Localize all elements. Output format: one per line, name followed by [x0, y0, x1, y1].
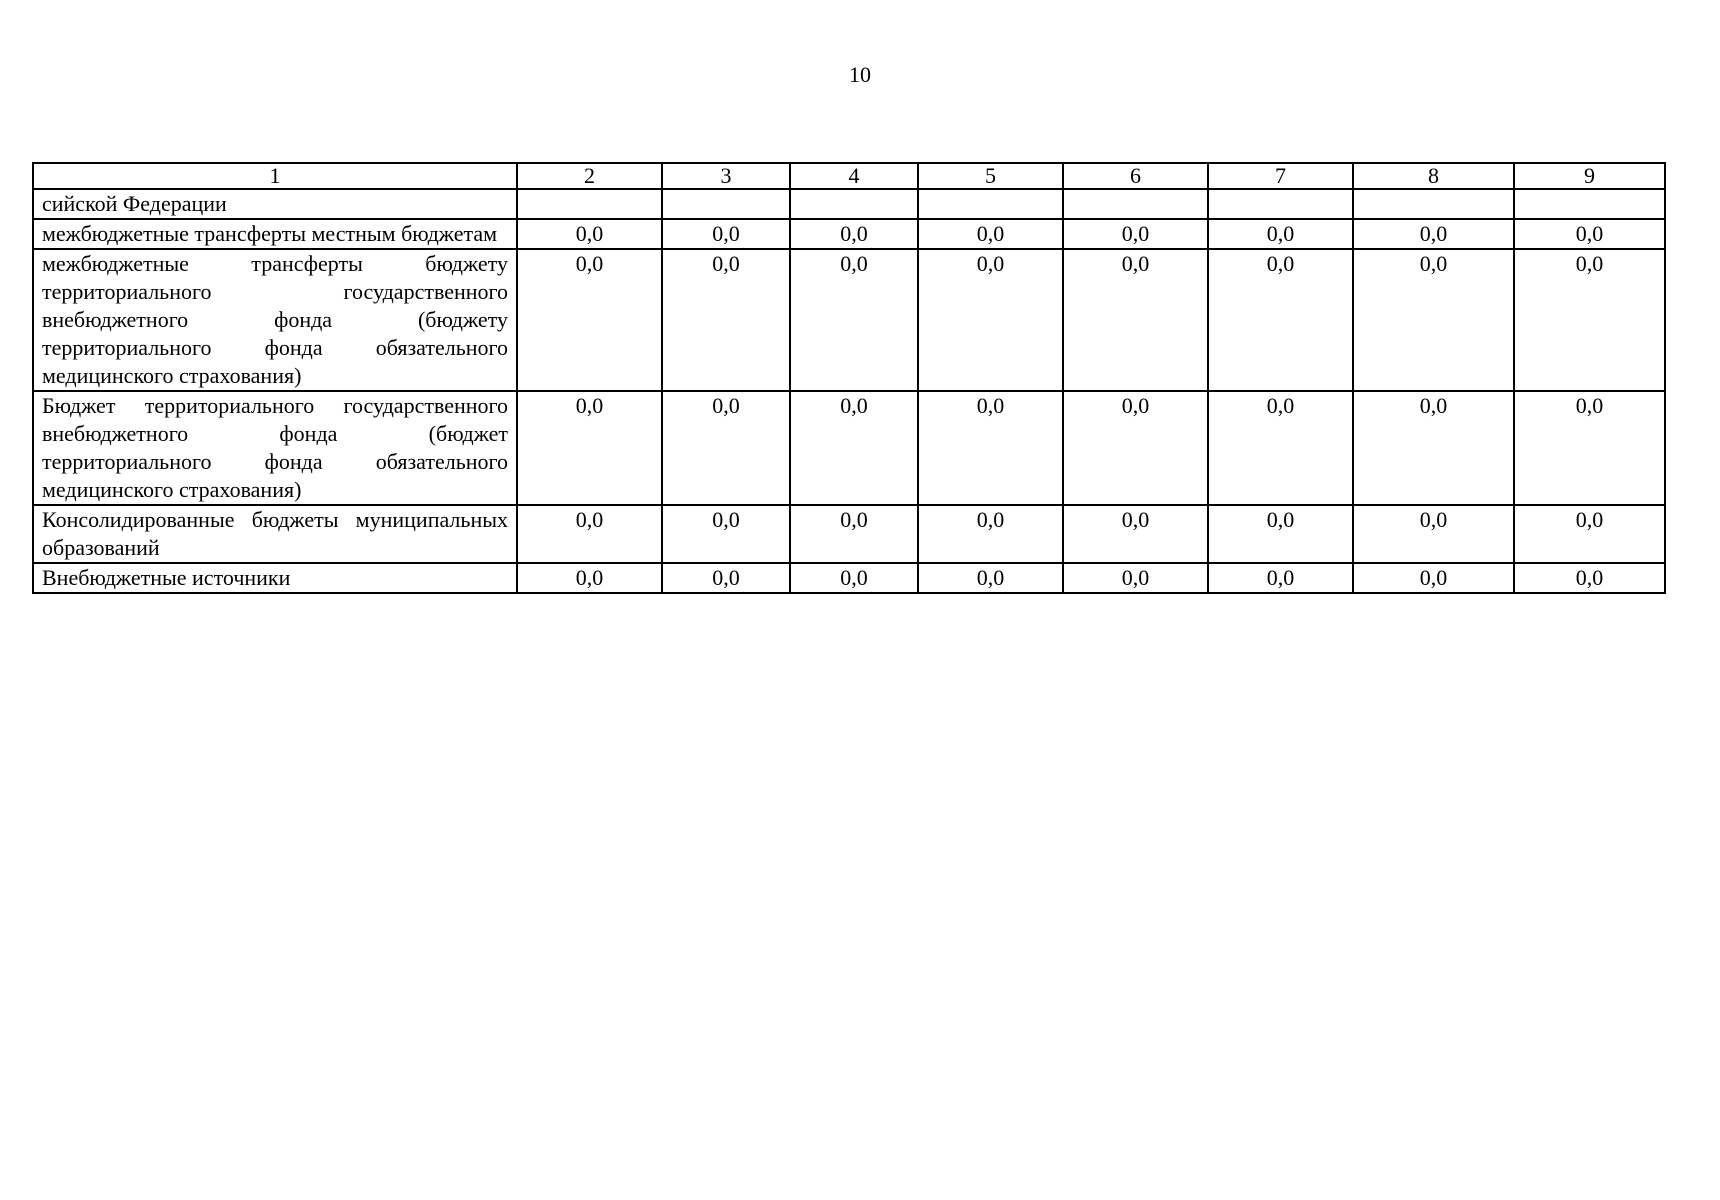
- table-cell: 0,0: [790, 505, 918, 563]
- table-row: [33, 189, 1665, 219]
- table-cell: 0,0: [790, 563, 918, 593]
- table-cell: 0,0: [662, 219, 790, 249]
- row-label: межбюджетные трансферты бюджету территориального государственного внебюджетного фонда (бюджету территориального фонда обязательного медицинского страхования): [33, 249, 517, 391]
- table-cell: [790, 189, 918, 219]
- table-row: [33, 563, 1665, 593]
- table-cell: 0,0: [517, 391, 662, 505]
- table-cell: 0,0: [1063, 391, 1208, 505]
- column-header: 4: [790, 163, 918, 189]
- row-label: Консолидированные бюджеты муниципальных образований: [33, 505, 517, 563]
- table-cell: 0,0: [1208, 563, 1353, 593]
- budget-table: [32, 162, 1666, 594]
- table-cell: 0,0: [918, 563, 1063, 593]
- column-header: 1: [33, 163, 517, 189]
- column-header: 2: [517, 163, 662, 189]
- column-header: 6: [1063, 163, 1208, 189]
- page-number: 10: [849, 62, 871, 87]
- table-header-row: [33, 163, 1665, 189]
- table-cell: 0,0: [918, 219, 1063, 249]
- table-cell: 0,0: [1063, 249, 1208, 391]
- table-cell: 0,0: [918, 505, 1063, 563]
- table-cell: 0,0: [1208, 505, 1353, 563]
- table-cell: 0,0: [1353, 219, 1514, 249]
- table-cell: 0,0: [1208, 391, 1353, 505]
- table-cell: 0,0: [1208, 219, 1353, 249]
- table-cell: 0,0: [1353, 391, 1514, 505]
- column-header: 5: [918, 163, 1063, 189]
- row-label: Бюджет территориального государственного внебюджетного фонда (бюджет территориального фонда обязательного медицинского страхования): [33, 391, 517, 505]
- column-header: 9: [1514, 163, 1665, 189]
- table-row: [33, 505, 1665, 563]
- table-cell: 0,0: [790, 249, 918, 391]
- table-cell: 0,0: [1353, 249, 1514, 391]
- table-cell: 0,0: [1353, 505, 1514, 563]
- table-cell: [1063, 189, 1208, 219]
- table-cell: [517, 189, 662, 219]
- row-label: сийской Федерации: [33, 189, 517, 219]
- table-cell: 0,0: [517, 249, 662, 391]
- table-cell: 0,0: [662, 505, 790, 563]
- table-cell: [1353, 189, 1514, 219]
- table-cell: 0,0: [517, 505, 662, 563]
- table-cell: 0,0: [1063, 505, 1208, 563]
- table-cell: 0,0: [1514, 219, 1665, 249]
- column-header: 3: [662, 163, 790, 189]
- table-cell: 0,0: [1353, 563, 1514, 593]
- table-cell: 0,0: [1063, 563, 1208, 593]
- table-cell: 0,0: [790, 391, 918, 505]
- row-label: межбюджетные трансферты местным бюджетам: [33, 219, 517, 249]
- table-cell: 0,0: [1514, 505, 1665, 563]
- table-row: [33, 249, 1665, 391]
- table-cell: 0,0: [1208, 249, 1353, 391]
- table-cell: 0,0: [662, 391, 790, 505]
- table-cell: [1514, 189, 1665, 219]
- column-header: 7: [1208, 163, 1353, 189]
- table-cell: 0,0: [1514, 391, 1665, 505]
- table-cell: [662, 189, 790, 219]
- table-cell: 0,0: [1063, 219, 1208, 249]
- table-row: [33, 219, 1665, 249]
- table-cell: [1208, 189, 1353, 219]
- table-row: [33, 391, 1665, 505]
- table-cell: 0,0: [517, 563, 662, 593]
- table-cell: 0,0: [517, 219, 662, 249]
- column-header: 8: [1353, 163, 1514, 189]
- table-cell: [918, 189, 1063, 219]
- table-cell: 0,0: [662, 563, 790, 593]
- table-cell: 0,0: [790, 219, 918, 249]
- table-cell: 0,0: [662, 249, 790, 391]
- table-cell: 0,0: [1514, 249, 1665, 391]
- table-cell: 0,0: [918, 391, 1063, 505]
- table-cell: 0,0: [1514, 563, 1665, 593]
- row-label: Внебюджетные источники: [33, 563, 517, 593]
- table-cell: 0,0: [918, 249, 1063, 391]
